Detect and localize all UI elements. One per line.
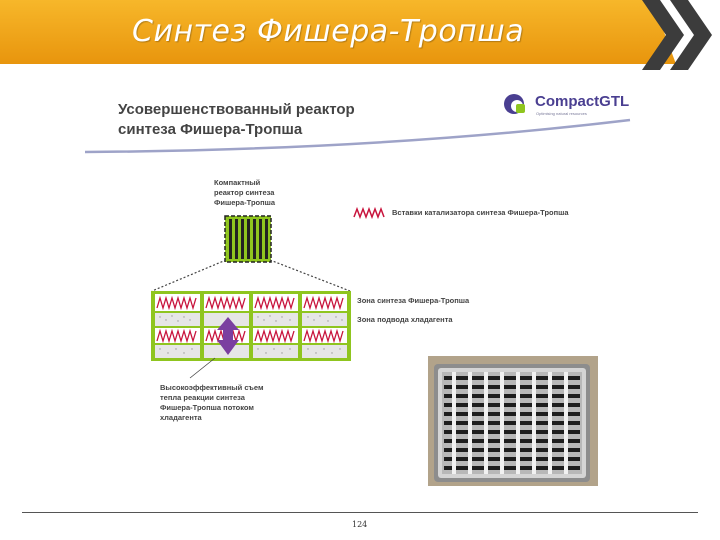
compact-reactor-block <box>225 216 271 262</box>
heading-underline <box>85 120 630 152</box>
catalyst-legend-zigzag <box>354 209 384 217</box>
compact-reactor-label-line: реактор синтеза <box>214 188 275 197</box>
heat-removal-label-line: тепла реакции синтеза <box>160 393 245 402</box>
reactor-cross-section <box>151 291 351 361</box>
logo-name: CompactGTL <box>535 93 630 110</box>
heat-removal-label <box>160 383 264 423</box>
coolant-zone-label: Зона подвода хладагента <box>357 315 453 324</box>
synthesis-zone-label: Зона синтеза Фишера-Тропша <box>357 296 470 305</box>
heat-removal-label-line: Фишера-Тропша потоком <box>160 403 254 412</box>
catalyst-inserts-label: Вставки катализатора синтеза Фишера-Тропша <box>392 208 569 217</box>
compact-reactor-label-line: Компактный <box>214 178 261 187</box>
slide-title: Синтез Фишера-Тропша <box>132 14 525 49</box>
compact-reactor-label <box>214 178 275 208</box>
heading-line-1: Усовершенствованный реактор <box>118 101 355 118</box>
page-number: 124 <box>352 520 368 529</box>
footer-divider <box>22 512 698 513</box>
heading-line-2: синтеза Фишера-Тропша <box>118 121 303 138</box>
compact-reactor-label-line: Фишера-Тропша <box>214 198 276 207</box>
heat-removal-label-line: Высокоэффективный съем <box>160 383 264 392</box>
zoom-lines <box>152 260 350 291</box>
reactor-photo <box>428 356 598 486</box>
heat-removal-label-line: хладагента <box>160 413 202 422</box>
logo-tagline: Optimising natural resources <box>536 111 587 116</box>
